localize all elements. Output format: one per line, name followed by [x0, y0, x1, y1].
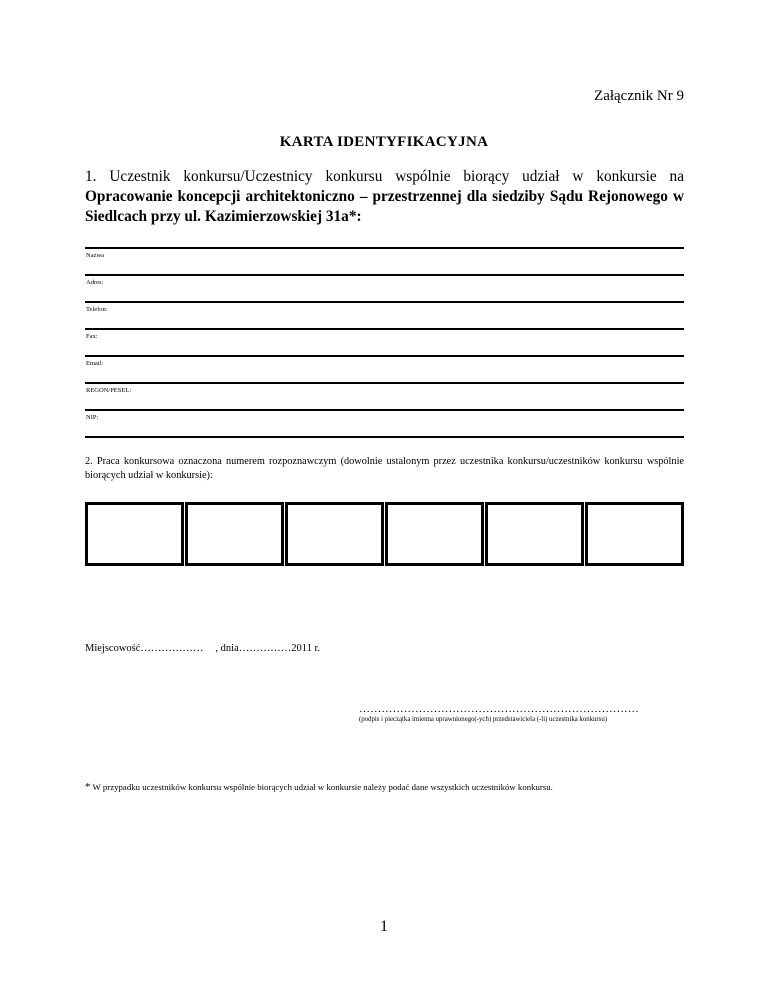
field-label: NIP:	[86, 414, 99, 421]
field-label: Adres:	[86, 279, 104, 286]
signature-caption: (podpis i pieczątka imienna uprawnionego(-ych) przedstawiciela (-li) uczestnika konkursu)	[359, 716, 607, 723]
footnote	[85, 781, 553, 793]
field-nip[interactable]	[85, 409, 684, 438]
section-2-paragraph: 2. Praca konkursowa oznaczona numerem rozpoznawczym (dowolnie ustalonym przez uczestnika konkursu/uczestników konkursu wspólnie biorących udział w konkursie):	[85, 456, 684, 481]
field-address[interactable]	[85, 274, 684, 301]
field-label: Telefon:	[86, 306, 108, 313]
annex-number: Załącznik Nr 9	[594, 88, 684, 104]
field-phone[interactable]	[85, 301, 684, 328]
id-digit-value	[387, 504, 482, 564]
field-regon-pesel[interactable]	[85, 382, 684, 409]
signature-line[interactable]: …………………………………………………………………	[359, 703, 639, 715]
field-rule	[85, 247, 684, 249]
section-1-intro: 1. Uczestnik konkursu/Uczestnicy konkursu wspólnie biorący udział w konkursie na	[85, 168, 684, 185]
id-digit-value	[87, 504, 182, 564]
field-rule	[85, 355, 684, 357]
id-digit-box-5[interactable]	[485, 502, 584, 566]
field-label: Nazwa	[86, 252, 105, 259]
id-digit-box-1[interactable]	[85, 502, 184, 566]
section-1-paragraph	[85, 167, 684, 227]
id-digit-value	[487, 504, 582, 564]
page-number: 1	[380, 918, 388, 935]
field-rule	[85, 409, 684, 411]
field-fax[interactable]	[85, 328, 684, 355]
field-rule	[85, 301, 684, 303]
field-label: Email:	[86, 360, 104, 367]
field-name[interactable]	[85, 247, 684, 274]
field-label: Fax:	[86, 333, 98, 340]
field-label: REGON/PESEL:	[86, 387, 132, 394]
id-digit-value	[187, 504, 282, 564]
place-field[interactable]: Miejscowość………………	[85, 643, 204, 654]
field-rule	[85, 328, 684, 330]
footnote-text: W przypadku uczestników konkursu wspólnie biorących udział w konkursie należy podać dane wszystkich uczestników konkursu.	[90, 782, 553, 792]
id-digit-box-2[interactable]	[185, 502, 284, 566]
id-digit-box-4[interactable]	[385, 502, 484, 566]
identification-number-boxes	[85, 502, 685, 566]
place-and-date	[85, 643, 332, 654]
field-email[interactable]	[85, 355, 684, 382]
field-rule	[85, 382, 684, 384]
footnote-asterisk: *	[85, 781, 91, 793]
id-digit-value	[287, 504, 382, 564]
id-digit-box-6[interactable]	[585, 502, 684, 566]
id-digit-box-3[interactable]	[285, 502, 384, 566]
document-title: KARTA IDENTYFIKACYJNA	[279, 134, 489, 150]
field-rule	[85, 274, 684, 276]
id-digit-value	[587, 504, 682, 564]
date-field[interactable]: , dnia……………2011 r.	[215, 643, 321, 654]
competition-subject: Opracowanie koncepcji architektoniczno – przestrzennej dla siedziby Sądu Rejonowego w Siedlcach przy ul. Kazimierzowskiej 31a*:	[85, 188, 684, 225]
